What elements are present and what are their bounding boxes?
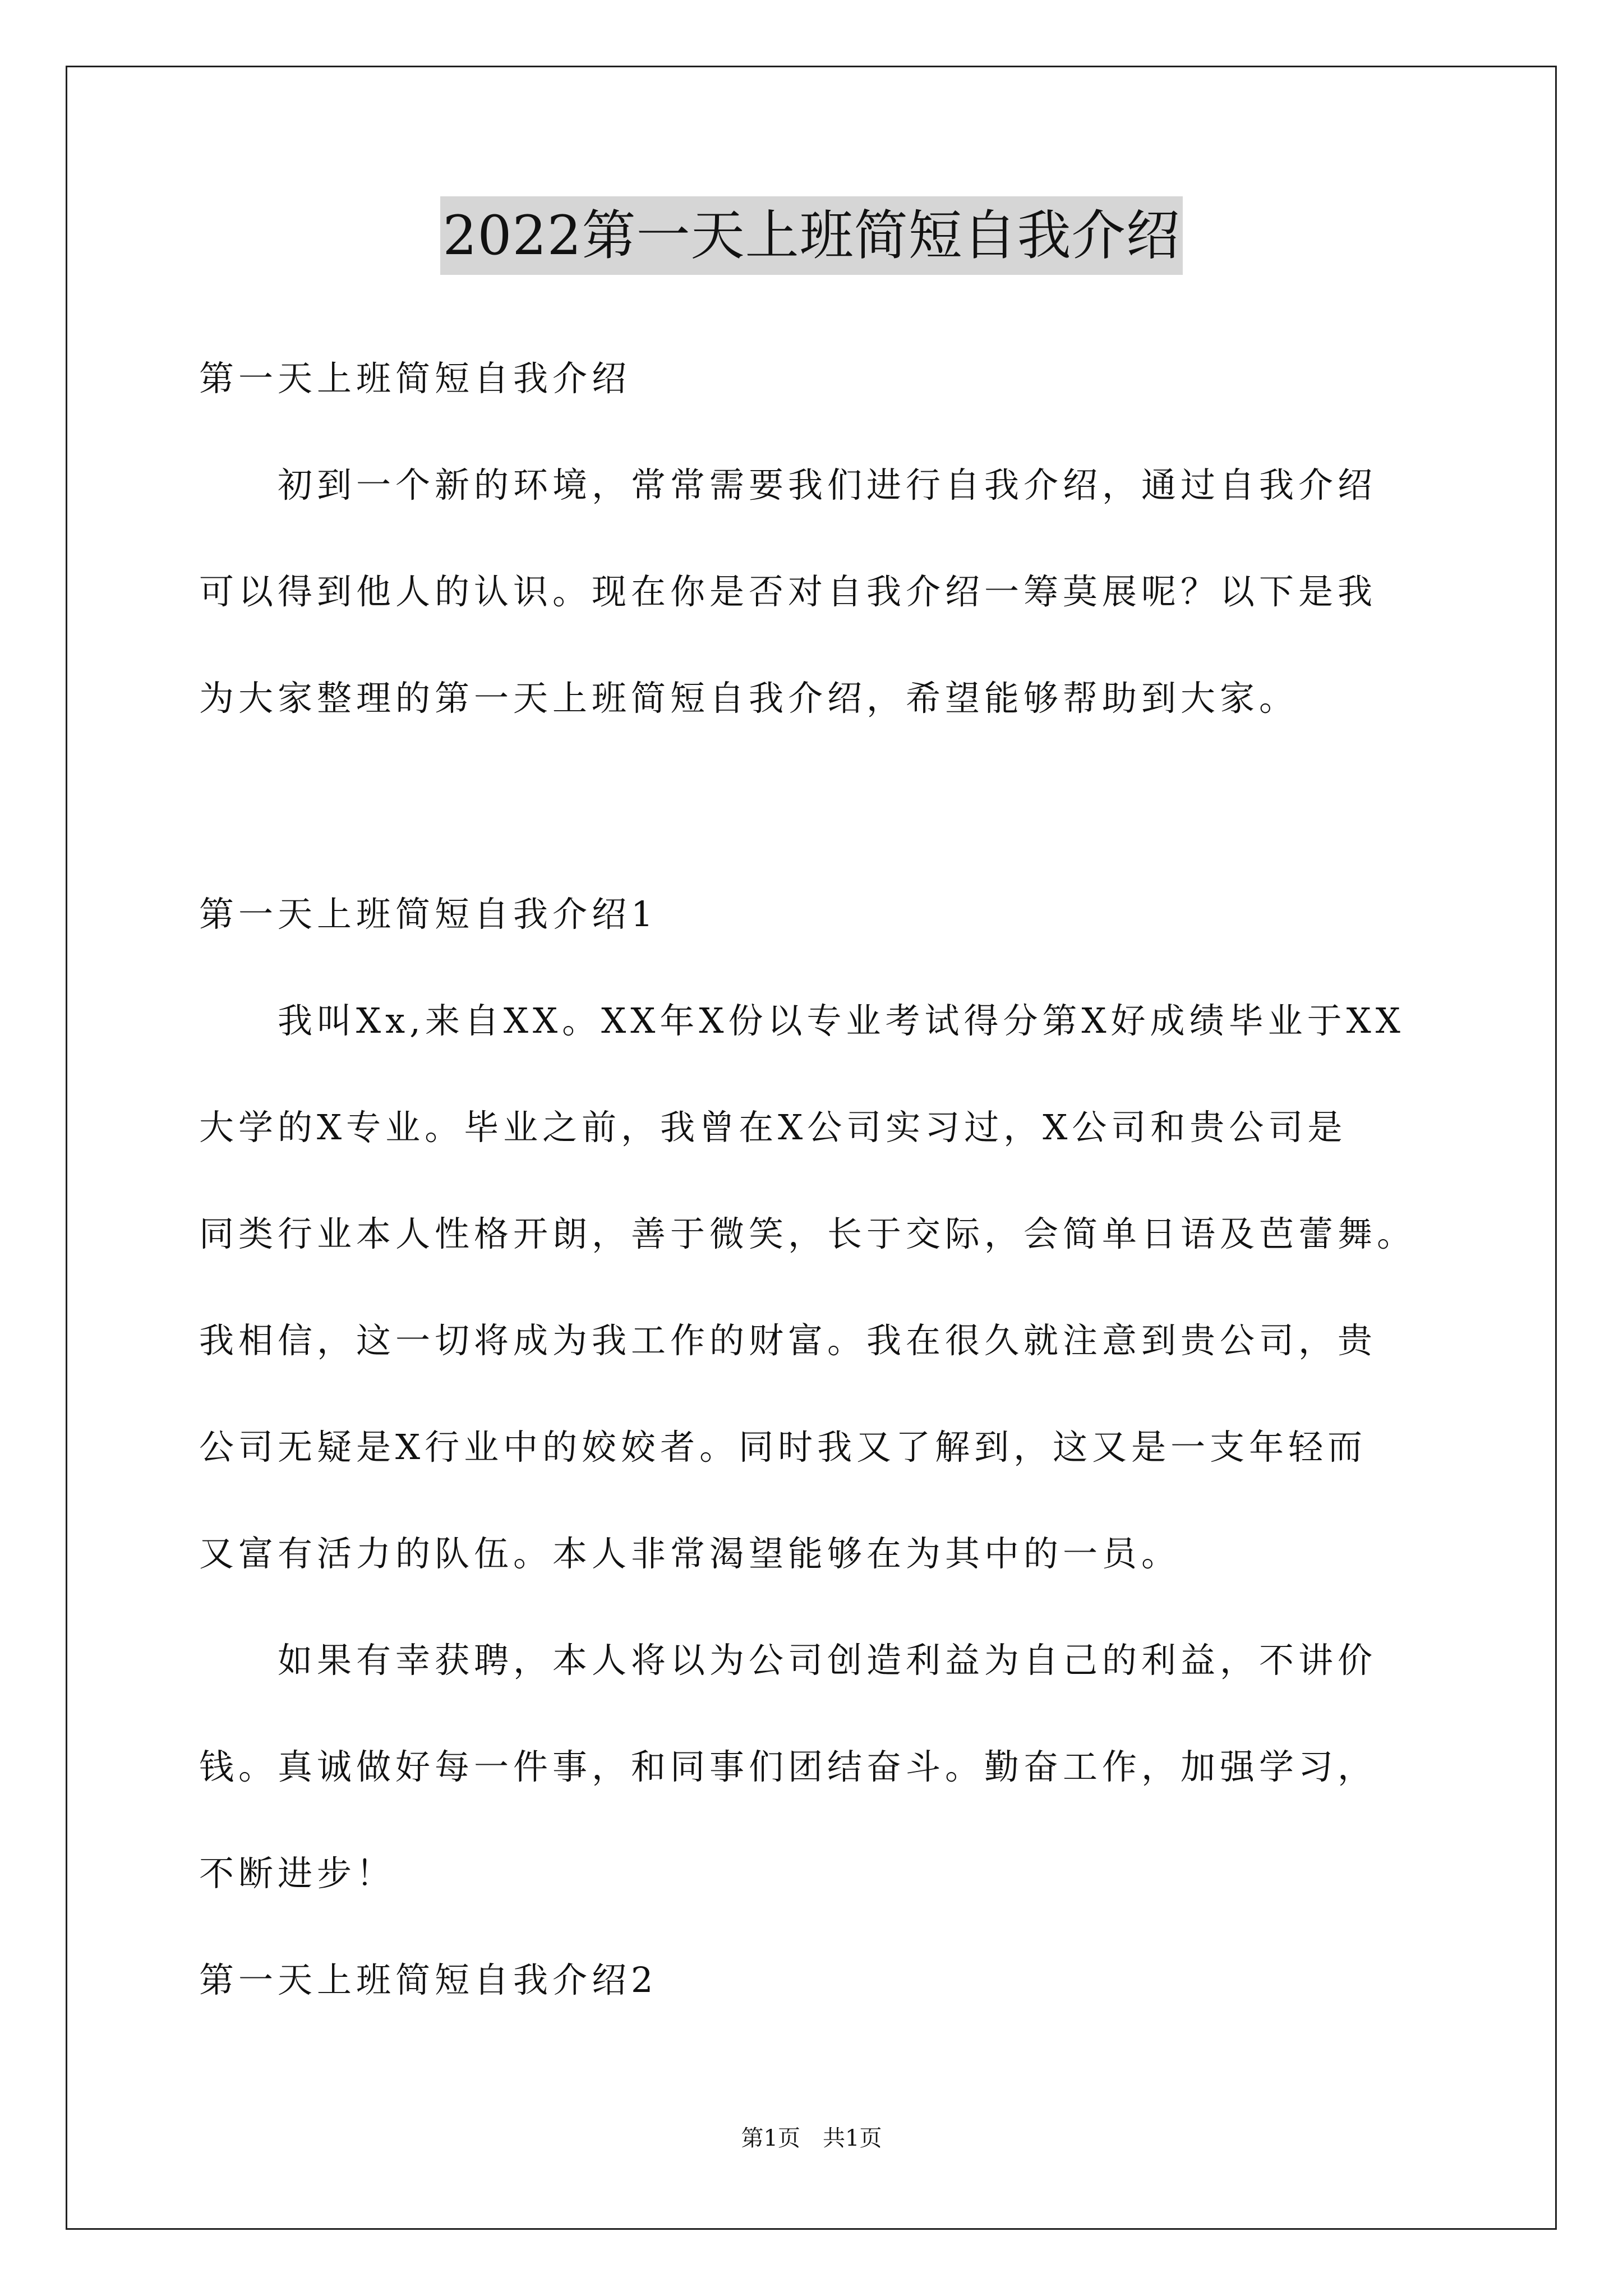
- page-footer: 第1页 共1页: [741, 2125, 882, 2151]
- paragraph-line: 我叫Xx,来自XX。XX年X份以专业考试得分第X好成绩毕业于XX: [278, 1000, 1405, 1041]
- subtitle: 第一天上班简短自我介绍: [199, 358, 631, 399]
- paragraph-line: 如果有幸获聘，本人将以为公司创造利益为自己的利益，不讲价: [278, 1640, 1377, 1681]
- intro-line: 初到一个新的环境，常常需要我们进行自我介绍，通过自我介绍: [278, 464, 1377, 505]
- paragraph-line: 大学的X专业。毕业之前，我曾在X公司实习过，X公司和贵公司是: [199, 1107, 1347, 1148]
- section2-heading: 第一天上班简短自我介绍2: [199, 1959, 658, 2000]
- section1-heading: 第一天上班简短自我介绍1: [199, 894, 658, 935]
- intro-line: 可以得到他人的认识。现在你是否对自我介绍一筹莫展呢？以下是我: [199, 571, 1377, 612]
- paragraph-line: 又富有活力的队伍。本人非常渴望能够在为其中的一员。: [199, 1533, 1181, 1574]
- document-title: 2022第一天上班简短自我介绍: [440, 196, 1182, 275]
- title-block: [0, 196, 1623, 275]
- intro-line: 为大家整理的第一天上班简短自我介绍，希望能够帮助到大家。: [199, 678, 1299, 719]
- paragraph-line: 不断进步！: [199, 1853, 396, 1894]
- paragraph-line: 我相信，这一切将成为我工作的财富。我在很久就注意到贵公司，贵: [199, 1320, 1377, 1361]
- paragraph-line: 同类行业本人性格开朗，善于微笑，长于交际，会简单日语及芭蕾舞。: [199, 1213, 1417, 1254]
- paragraph-line: 钱。真诚做好每一件事，和同事们团结奋斗。勤奋工作，加强学习，: [199, 1746, 1377, 1787]
- paragraph-line: 公司无疑是X行业中的姣姣者。同时我又了解到，这又是一支年轻而: [199, 1427, 1367, 1467]
